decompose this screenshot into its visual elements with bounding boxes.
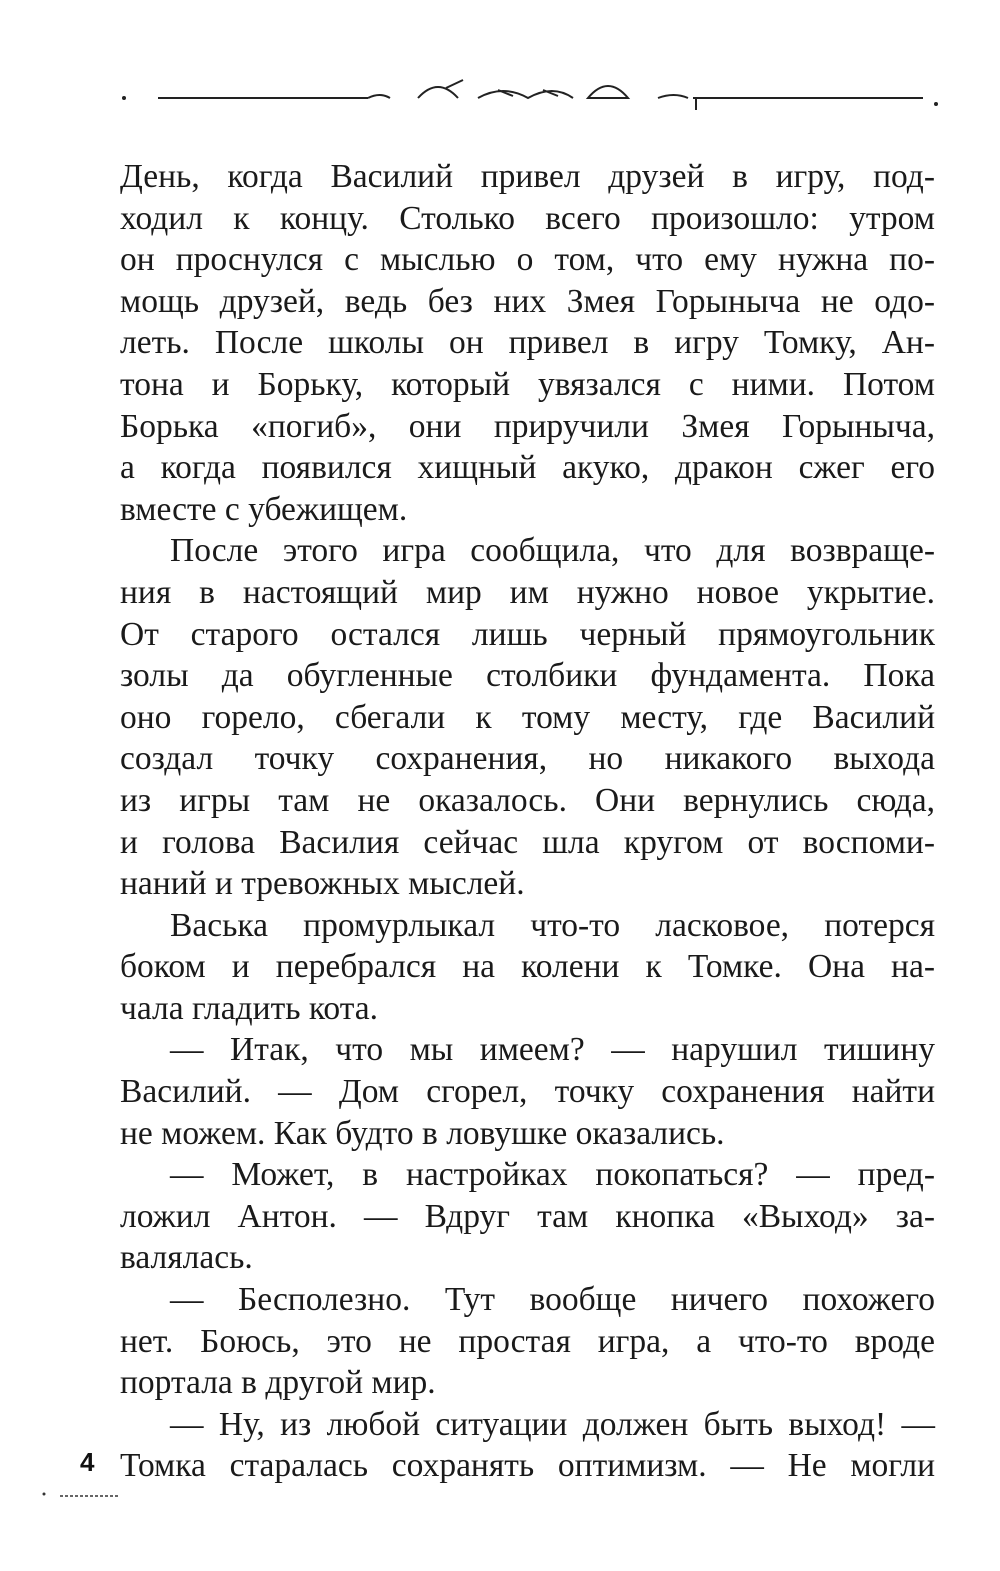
text-line: чала гладить кота. — [120, 989, 379, 1027]
text-line: После этого игра сообщила, что для возвраще- — [170, 532, 935, 570]
text-line: и голова Василия сейчас шла кругом от воспоми- — [120, 823, 935, 861]
text-line: не можем. Как будто в ловушке оказались. — [120, 1114, 725, 1152]
text-line: — Ну, из любой ситуации должен быть выход! — — [170, 1405, 935, 1443]
text-line: — Бесполезно. Тут вообще ничего похожего — [170, 1281, 935, 1319]
text-line: из игры там не оказалось. Они вернулись сюда, — [120, 781, 935, 819]
footer-rule-icon — [40, 1490, 120, 1502]
page-number: 4 — [80, 1447, 95, 1477]
body-text — [120, 156, 935, 1487]
text-line: леть. После школы он привел в игру Томку, Ан- — [120, 324, 935, 362]
text-line: вместе с убежищем. — [120, 490, 408, 528]
text-line: золы да обугленные столбики фундамента. Пока — [120, 657, 935, 695]
text-line: ложил Антон. — Вдруг там кнопка «Выход» за- — [120, 1197, 935, 1235]
text-line: тона и Борьку, который увязался с ними. Потом — [120, 365, 935, 403]
text-line: День, когда Василий привел друзей в игру, под- — [120, 158, 935, 195]
text-line: нет. Боюсь, это не простая игра, а что-то вроде — [120, 1322, 935, 1360]
text-line: Томка старалась сохранять оптимизм. — Не могли — [120, 1447, 935, 1485]
text-line: — Может, в настройках покопаться? — пред- — [170, 1156, 935, 1194]
text-line: оно горело, сбегали к тому месту, где Василий — [120, 698, 935, 736]
text-line: ходил к концу. Столько всего произошло: утром — [120, 199, 935, 237]
text-line: наний и тревожных мыслей. — [120, 865, 525, 903]
text-line: он проснулся с мыслью о том, что ему нужна по- — [120, 241, 935, 279]
text-line: мощь друзей, ведь без них Змея Горыныча не одо- — [120, 282, 935, 320]
text-line: создал точку сохранения, но никакого выхода — [120, 740, 935, 778]
text-line: Борька «погиб», они приручили Змея Горыныча, — [120, 407, 935, 445]
text-line: — Итак, что мы имеем? — нарушил тишину — [170, 1031, 935, 1069]
text-line: а когда появился хищный акуко, дракон сжег его — [120, 449, 935, 487]
text-line: ния в настоящий мир им нужно новое укрытие. — [120, 573, 935, 611]
text-line: Василий. — Дом сгорел, точку сохранения найти — [120, 1073, 935, 1111]
text-line: боком и перебрался на колени к Томке. Она на- — [120, 948, 935, 986]
ornament-divider-icon — [118, 68, 938, 118]
text-line: портала в другой мир. — [120, 1364, 436, 1402]
text-line: Васька промурлыкал что-то ласковое, потерся — [170, 906, 935, 944]
text-line: валялась. — [120, 1239, 253, 1277]
text-line: От старого остался лишь черный прямоугольник — [120, 615, 935, 653]
